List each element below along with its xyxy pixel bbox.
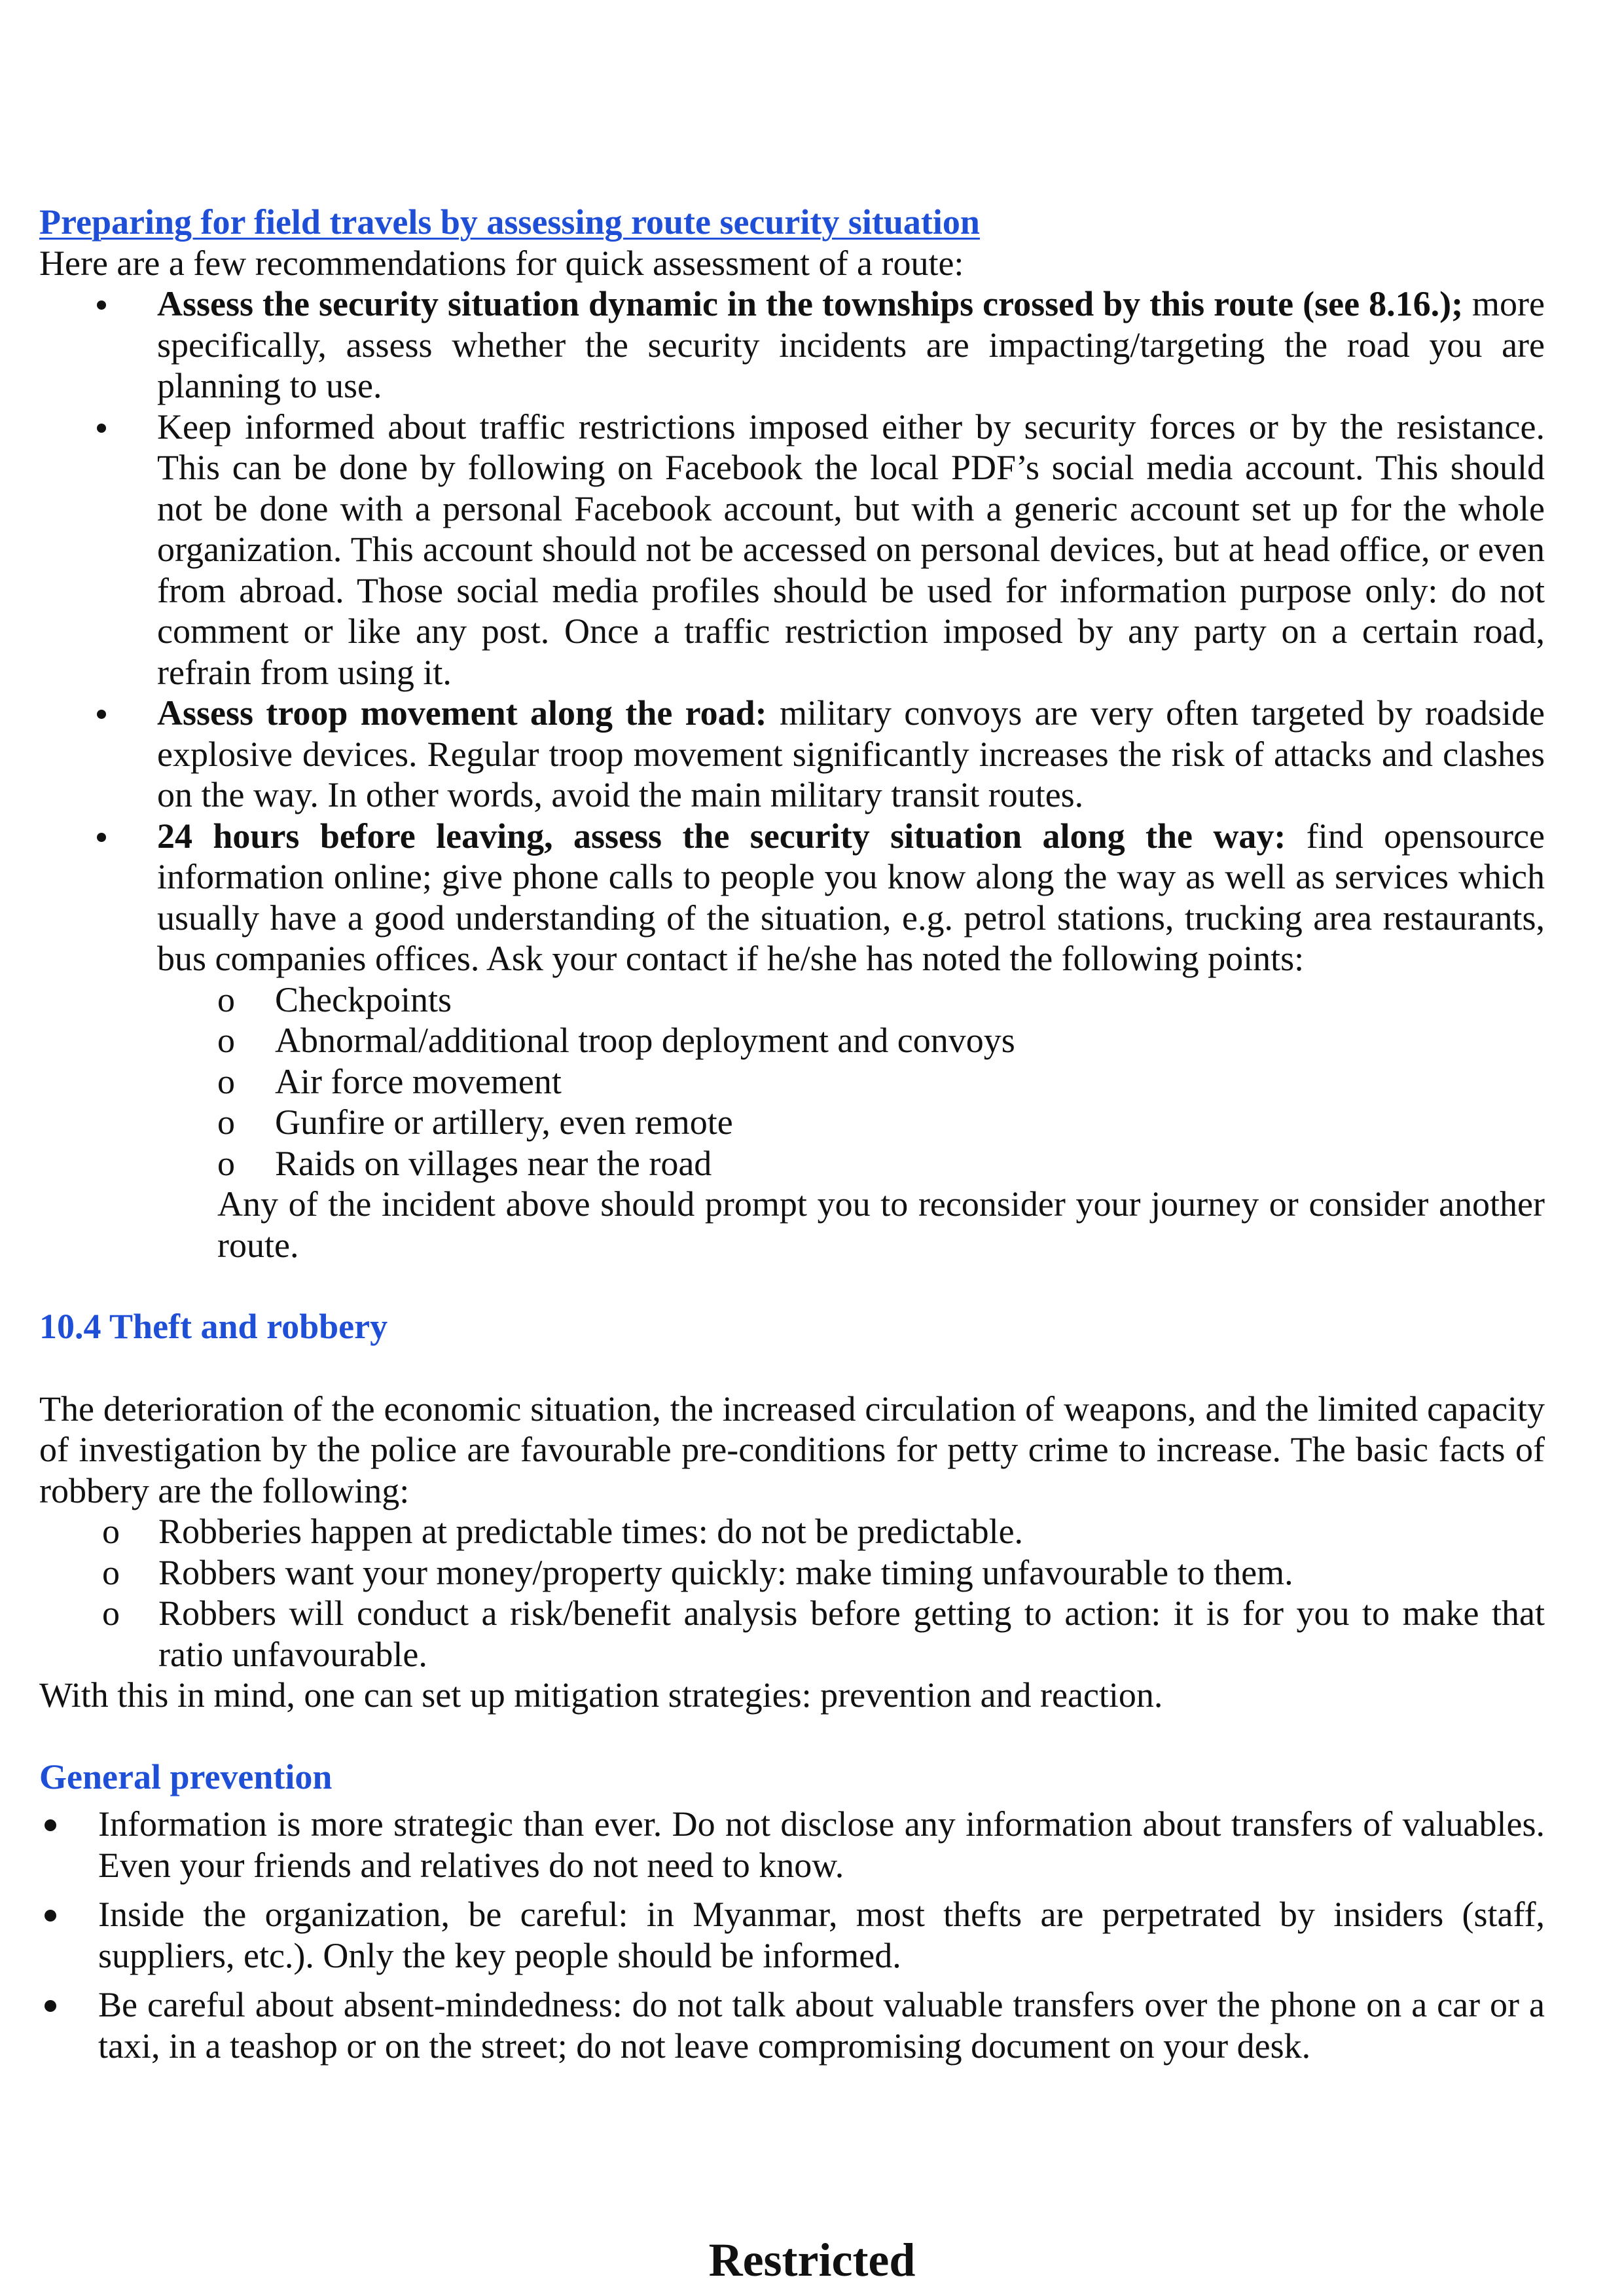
checkpoint-points-list: [39, 979, 1545, 1184]
sub-list-item: [39, 1061, 1545, 1102]
bullet-icon: [45, 2000, 56, 2012]
bullet-icon: [45, 1910, 56, 1922]
sub-list-item: [39, 1102, 1545, 1143]
bullet-icon: [97, 301, 106, 310]
list-item-bold: Assess the security situation dynamic in the townships crossed by this route (see 8.16.);: [157, 284, 1464, 323]
list-item: [39, 816, 1545, 979]
circle-bullet-icon: o: [217, 1143, 235, 1183]
circle-bullet-icon: o: [102, 1552, 120, 1592]
list-item-text: Robberies happen at predictable times: do not be predictable.: [158, 1512, 1024, 1551]
circle-bullet-icon: o: [217, 1021, 235, 1060]
route-security-heading[interactable]: Preparing for field travels by assessing route security situation: [39, 202, 980, 242]
list-item-text: Information is more strategic than ever. Do not disclose any information about transfers of valuables. Even your friends and relatives do not need to know.: [98, 1804, 1545, 1885]
list-item: [39, 1984, 1545, 2066]
theft-robbery-heading: 10.4 Theft and robbery: [39, 1307, 388, 1346]
sub-list-item-text: Abnormal/additional troop deployment and convoys: [275, 1021, 1015, 1060]
robbery-facts-list: [39, 1511, 1545, 1675]
restricted-footer: Restricted: [708, 2234, 916, 2286]
sub-list-item: [39, 979, 1545, 1021]
bullet-icon: [97, 424, 106, 433]
mitigation-strategies-note: With this in mind, one can set up mitigation strategies: prevention and reaction.: [39, 1675, 1163, 1715]
page-content: [39, 202, 1545, 2075]
list-item-text: military convoys are very often targeted by roadside explosive devices. Regular troop movement significantly increases the risk of attacks and clashes on the way. In other words, avoid the main military transit routes.: [157, 693, 1545, 814]
list-item: [39, 693, 1545, 816]
bullet-icon: [45, 1819, 56, 1831]
list-item: [39, 1804, 1545, 1886]
list-item: [39, 1894, 1545, 1976]
sub-list-item: [39, 1143, 1545, 1184]
circle-bullet-icon: o: [102, 1512, 120, 1551]
bullet-icon: [97, 710, 106, 719]
circle-bullet-icon: o: [217, 1102, 235, 1142]
sub-list-item-text: Checkpoints: [275, 979, 452, 1019]
list-item: [39, 1511, 1545, 1552]
list-item: [39, 407, 1545, 693]
bullet-icon: [97, 833, 106, 842]
list-item-bold: 24 hours before leaving, assess the security situation along the way:: [157, 816, 1286, 856]
list-item: [39, 1593, 1545, 1675]
sub-list-item: [39, 1020, 1545, 1061]
route-recommendations-list: [39, 283, 1545, 979]
circle-bullet-icon: o: [102, 1594, 120, 1633]
list-item-text: more specifically, assess whether the security incidents are impacting/targeting the road you are planning to use.: [157, 284, 1545, 405]
list-item-text: Robbers want your money/property quickly: make timing unfavourable to them.: [158, 1552, 1293, 1592]
list-item-text: Be careful about absent-mindedness: do not talk about valuable transfers over the phone on a car or a taxi, in a teashop or on the street; do not leave compromising document on your desk.: [98, 1985, 1545, 2066]
list-item-text: Keep informed about traffic restrictions imposed either by security forces or by the resistance. This can be done by following on Facebook the local PDF’s social media account. This should not be done with a personal Facebook account, but with a generic account set up for the whole organization. This account should not be accessed on personal devices, but at head office, or even from abroad. Those social media profiles should be used for information purpose only: do not comment or like any post. Once a traffic restriction imposed by any party on a certain road, refrain from using it.: [157, 407, 1545, 692]
theft-robbery-intro: The deterioration of the economic situation, the increased circulation of weapons, and the limited capacity of investigation by the police are favourable pre-conditions for petty crime to increase. The basic facts of robbery are the following:: [39, 1389, 1545, 1510]
sub-list-item-text: Raids on villages near the road: [275, 1143, 712, 1183]
list-item-text: Robbers will conduct a risk/benefit analysis before getting to action: it is for you to make that ratio unfavourable.: [158, 1594, 1545, 1674]
circle-bullet-icon: o: [217, 1061, 235, 1101]
list-item-text: Inside the organization, be careful: in Myanmar, most thefts are perpetrated by insiders (staff, suppliers, etc.). Only the key people should be informed.: [98, 1895, 1545, 1975]
general-prevention-heading: General prevention: [39, 1757, 333, 1796]
sub-list-item-text: Air force movement: [275, 1061, 562, 1101]
circle-bullet-icon: o: [217, 979, 235, 1019]
reconsider-journey-note: Any of the incident above should prompt you to reconsider your journey or consider another route.: [217, 1184, 1545, 1265]
list-item-text: find opensource information online; give phone calls to people you know along the way as well as services which usually have a good understanding of the situation, e.g. petrol stations, trucking area restaurants, bus companies offices. Ask your contact if he/she has noted the following points:: [157, 816, 1545, 978]
list-item-bold: Assess troop movement along the road:: [157, 693, 767, 733]
route-security-intro: Here are a few recommendations for quick assessment of a route:: [39, 243, 964, 283]
list-item: [39, 1552, 1545, 1594]
list-item: [39, 283, 1545, 407]
sub-list-item-text: Gunfire or artillery, even remote: [275, 1102, 733, 1142]
prevention-list: [39, 1804, 1545, 2066]
